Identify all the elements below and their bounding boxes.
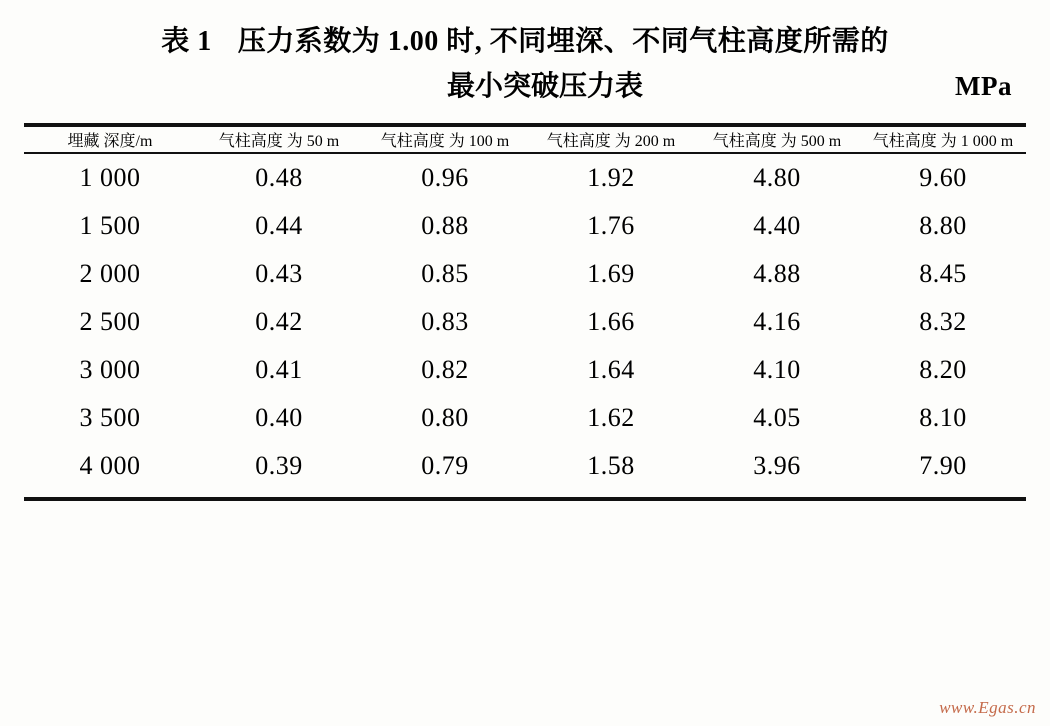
cell-h500: 3.96 xyxy=(753,451,801,481)
cell-h500: 4.16 xyxy=(753,307,801,337)
cell-h100: 0.83 xyxy=(421,307,469,337)
rule-thick-bottom xyxy=(24,490,1026,501)
header-line-2: 为 50 m xyxy=(286,133,340,151)
header-line-2: 为 200 m xyxy=(614,133,676,151)
cell-h1000: 9.60 xyxy=(919,163,967,193)
cell-depth: 1 500 xyxy=(79,211,141,241)
cell-h1000: 8.32 xyxy=(919,307,967,337)
table-container xyxy=(24,123,1026,501)
cell-h50: 0.48 xyxy=(255,163,303,193)
cell-h200: 1.62 xyxy=(587,403,635,433)
cell-h1000: 8.10 xyxy=(919,403,967,433)
cell-h50: 0.39 xyxy=(255,451,303,481)
cell-h50: 0.41 xyxy=(255,355,303,385)
table-row xyxy=(24,202,1026,250)
header-cell-h100 xyxy=(362,127,528,152)
header-line-2: 为 500 m xyxy=(780,133,842,151)
table-row xyxy=(24,346,1026,394)
table-row xyxy=(24,250,1026,298)
cell-h50: 0.44 xyxy=(255,211,303,241)
cell-h100: 0.79 xyxy=(421,451,469,481)
cell-depth: 3 000 xyxy=(79,355,141,385)
cell-h200: 1.64 xyxy=(587,355,635,385)
cell-h200: 1.69 xyxy=(587,259,635,289)
cell-h100: 0.88 xyxy=(421,211,469,241)
header-line-1: 气柱高度 xyxy=(712,133,777,151)
caption-text-1: 压力系数为 1.00 时, 不同埋深、不同气柱高度所需的 xyxy=(237,26,889,57)
header-line-1: 气柱高度 xyxy=(546,133,611,151)
header-cell-h1000 xyxy=(860,127,1026,152)
caption-line-1 xyxy=(30,22,1020,63)
cell-depth: 4 000 xyxy=(79,451,141,481)
cell-h50: 0.40 xyxy=(255,403,303,433)
cell-h50: 0.42 xyxy=(255,307,303,337)
cell-h500: 4.88 xyxy=(753,259,801,289)
cell-depth: 1 000 xyxy=(79,163,141,193)
cell-h200: 1.76 xyxy=(587,211,635,241)
unit-label: MPa xyxy=(955,70,1012,101)
cell-depth: 3 500 xyxy=(79,403,141,433)
cell-h50: 0.43 xyxy=(255,259,303,289)
pressure-table xyxy=(24,123,1026,501)
header-cell-h200 xyxy=(528,127,694,152)
cell-depth: 2 500 xyxy=(79,307,141,337)
cell-h200: 1.66 xyxy=(587,307,635,337)
header-cell-h500 xyxy=(694,127,860,152)
header-line-2: 深度/m xyxy=(103,133,153,151)
cell-h1000: 8.20 xyxy=(919,355,967,385)
caption-line-2 xyxy=(30,67,1020,108)
table-row xyxy=(24,442,1026,490)
cell-h500: 4.80 xyxy=(753,163,801,193)
cell-h100: 0.80 xyxy=(421,403,469,433)
table-row xyxy=(24,394,1026,442)
cell-h1000: 8.80 xyxy=(919,211,967,241)
header-line-1: 气柱高度 xyxy=(380,133,445,151)
cell-h200: 1.92 xyxy=(587,163,635,193)
table-row xyxy=(24,298,1026,346)
header-cell-h50 xyxy=(196,127,362,152)
cell-h100: 0.96 xyxy=(421,163,469,193)
header-line-1: 气柱高度 xyxy=(218,133,283,151)
table-header-row xyxy=(24,127,1026,152)
header-line-2: 为 100 m xyxy=(448,133,510,151)
table-number: 表 1 xyxy=(161,26,212,57)
cell-h100: 0.85 xyxy=(421,259,469,289)
header-line-1: 埋藏 xyxy=(67,133,100,151)
watermark-text: www.Egas.cn xyxy=(939,698,1036,717)
header-line-1: 气柱高度 xyxy=(872,133,937,151)
cell-h500: 4.40 xyxy=(753,211,801,241)
cell-h200: 1.58 xyxy=(587,451,635,481)
header-line-2: 为 1 000 m xyxy=(940,133,1014,151)
caption-text-2: 最小突破压力表 xyxy=(446,70,643,102)
header-cell-depth xyxy=(24,127,196,152)
cell-depth: 2 000 xyxy=(79,259,141,289)
cell-h500: 4.10 xyxy=(753,355,801,385)
table-rule-bottom xyxy=(24,490,1026,501)
cell-h1000: 7.90 xyxy=(919,451,967,481)
cell-h100: 0.82 xyxy=(421,355,469,385)
table-caption xyxy=(30,22,1020,107)
table-row xyxy=(24,154,1026,202)
cell-h500: 4.05 xyxy=(753,403,801,433)
cell-h1000: 8.45 xyxy=(919,259,967,289)
